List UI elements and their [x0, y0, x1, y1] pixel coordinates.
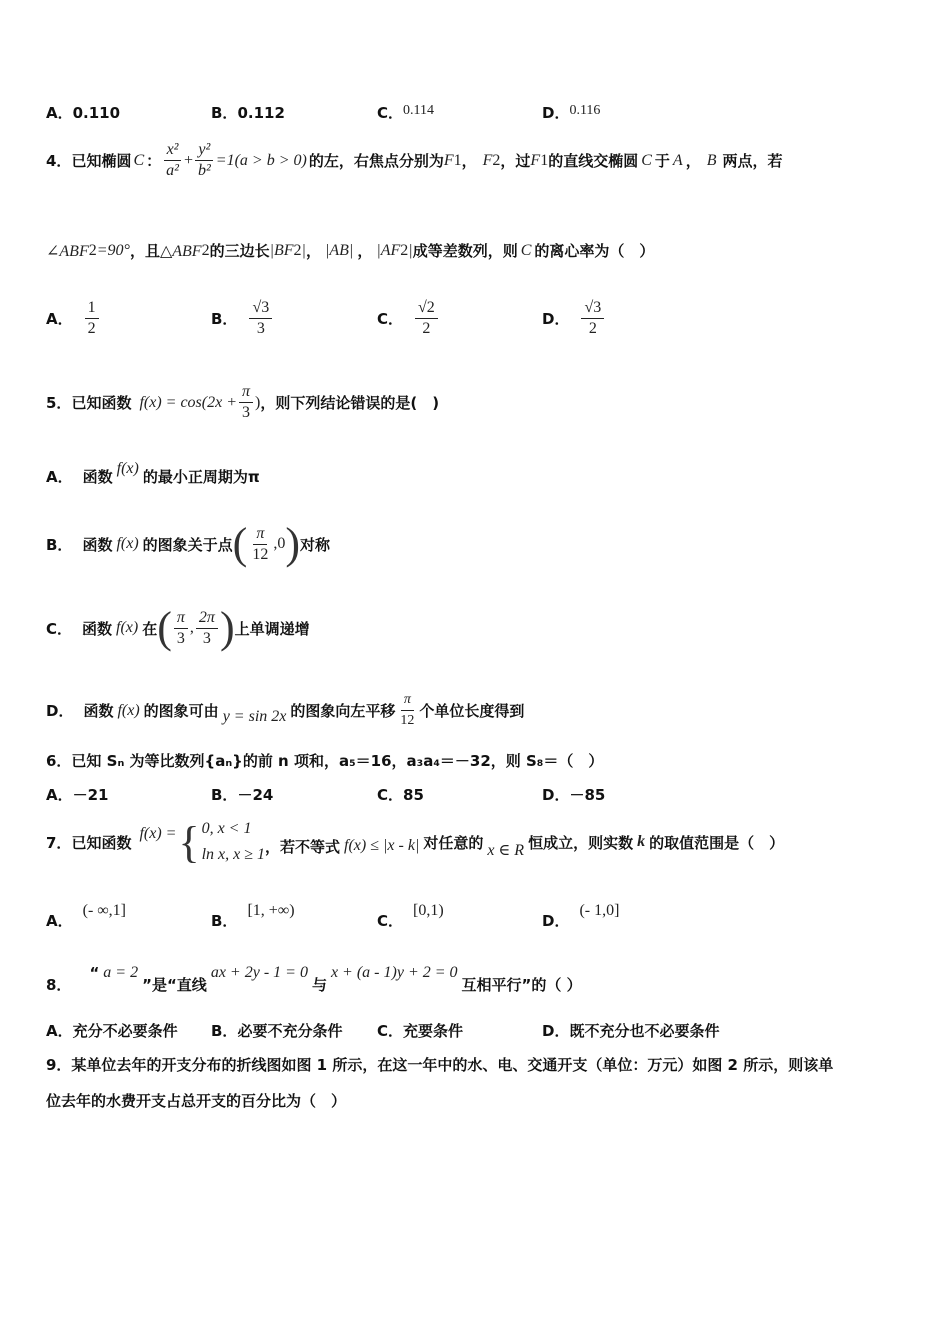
question-4-line1: 4． 已知椭圆 C ： $\frac{\text{x²}}{\text{a²}}$ + $\frac{\text{y²}}{\text{b²}}$ =1(a > b > 0) 的左，右焦点分别为 F 1 ， F 2 ，过 F 1 的直线交椭圆 C 于 A ， B 两点，若: [46, 141, 783, 179]
q3-option-a: A．0.110: [46, 104, 121, 122]
q7-option-a: A． (- ∞,1]: [46, 901, 126, 930]
q4-option-d: D． $\frac{√3}{2}$: [542, 298, 606, 339]
question-8-stem: 8． “ a = 2 ”是“直线 ax + 2y - 1 = 0 与 x + (a - 1)y + 2 = 0 互相平行”的（ ）: [46, 963, 582, 994]
question-9-line1: 9．某单位去年的开支分布的折线图如图 1 所示，在这一年中的水、电、交通开支（单位：万元）如图 2 所示，则该单: [46, 1056, 834, 1074]
q7-option-d: D． (- 1,0]: [542, 901, 620, 930]
q5-option-c: C． 函数 f(x) 在 ( $\frac{\pi}{3}$ , $\frac{2\pi}{3}$ ) 上单调递增: [46, 603, 310, 652]
question-7-stem: 7． 已知函数 f(x) = { 0, x < 1 ln x, x ≥ 1 ，若不等式 f(x) ≤ |x - k| 对任意的 x ∈ R 恒成立，则实数 k 的取值范围是（ ）: [46, 817, 785, 867]
q6-option-d: D．－85: [542, 786, 606, 804]
q5-option-d: D． 函数 f(x) 的图象可由 y = sin 2x 的图象向左平移 $\frac{\pi}{12}$ 个单位长度得到: [46, 692, 525, 728]
q4-option-c: C． $\frac{√2}{2}$: [377, 298, 440, 339]
q5-option-b: B． 函数 f(x) 的图象关于点 ( $\frac{\pi}{12}$ ,0 ) 对称: [46, 519, 330, 568]
x2-over-a2: $\frac{\text{x²}}{\text{a²}}$: [163, 140, 182, 181]
q3-option-b: B．0.112: [211, 104, 285, 122]
q4-option-b: B． $\frac{√3}{3}$: [211, 298, 274, 339]
q8-option-b: B．必要不充分条件: [211, 1022, 343, 1040]
question-9-line2: 位去年的水费开支占总开支的百分比为（ ）: [46, 1092, 347, 1110]
piecewise-cases: 0, x < 1 ln x, x ≥ 1: [201, 820, 266, 863]
y2-over-b2: $\frac{\text{y²}}{\text{b²}}$: [195, 140, 214, 181]
q3-option-d: D．0.116: [542, 103, 601, 122]
question-4-line2: ∠ABF 2 =90° ，且 △ABF 2 的三边长 |BF 2 | ， |AB| ， |AF 2 | 成等差数列，则 C 的离心率为（ ）: [46, 241, 655, 260]
q4-option-a: A． $\frac{1}{2}$: [46, 298, 101, 339]
q7-option-c: C． [0,1): [377, 901, 444, 930]
question-5-stem: 5． 已知函数 f(x) = cos(2x + $\frac{\pi}{3}$ ) ，则下列结论错误的是( ): [46, 383, 440, 421]
q8-option-d: D．既不充分也不必要条件: [542, 1022, 720, 1040]
q8-option-c: C．充要条件: [377, 1022, 464, 1040]
q8-option-a: A．充分不必要条件: [46, 1022, 178, 1040]
q6-option-b: B．－24: [211, 786, 274, 804]
q6-option-a: A．－21: [46, 786, 109, 804]
q6-option-c: C．85: [377, 786, 424, 804]
q7-option-b: B． [1, +∞): [211, 901, 295, 930]
question-6-stem: 6．已知 Sₙ 为等比数列{aₙ}的前 n 项和，a₅＝16，a₃a₄＝－32，则 S₈＝（ ）: [46, 752, 604, 770]
q3-option-c: C．0.114: [377, 103, 434, 122]
q5-option-a: A． 函数 f(x) 的最小正周期为π: [46, 459, 260, 486]
